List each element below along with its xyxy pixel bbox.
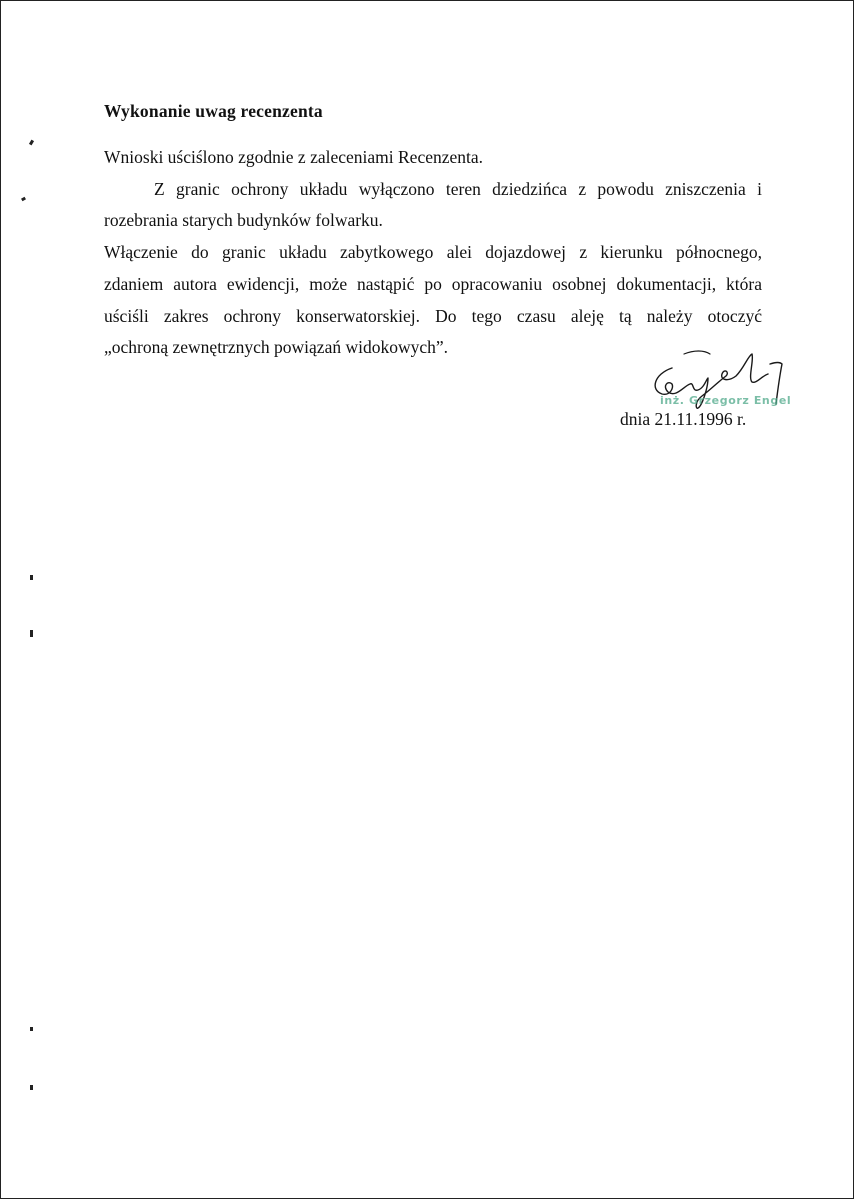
stamp-text: inż. Grzegorz Engel: [660, 394, 792, 407]
document-body: [104, 142, 762, 364]
scan-mark: [21, 197, 26, 202]
paragraph-line-4: Włączenie do granic układu zabytkowego alei dojazdowej z kierunku północnego,: [104, 242, 762, 263]
paragraph-line-3: rozebrania starych budynków folwarku.: [104, 210, 383, 231]
scan-mark: [30, 1085, 33, 1090]
scan-mark: [30, 1027, 33, 1031]
paragraph-line-2: Z granic ochrony układu wyłączono teren dziedzińca z powodu zniszczenia i: [154, 178, 762, 199]
document-date: dnia 21.11.1996 r.: [620, 409, 747, 429]
handwritten-signature: [644, 348, 814, 418]
paragraph-line-7: „ochroną zewnętrznych powiązań widokowych”.: [104, 337, 449, 358]
document-heading: Wykonanie uwag recenzenta: [104, 101, 323, 121]
scan-mark: [30, 575, 33, 580]
scan-mark: [30, 630, 33, 637]
paragraph-line-6: uściśli zakres ochrony konserwatorskiej. Do tego czasu aleję tą należy otoczyć: [104, 305, 762, 326]
scan-mark: [29, 140, 34, 146]
paragraph-line-5: zdaniem autora ewidencji, może nastąpić po opracowaniu osobnej dokumentacji, która: [104, 273, 762, 294]
paragraph-line-1: Wnioski uściślono zgodnie z zaleceniami Recenzenta.: [104, 147, 484, 167]
